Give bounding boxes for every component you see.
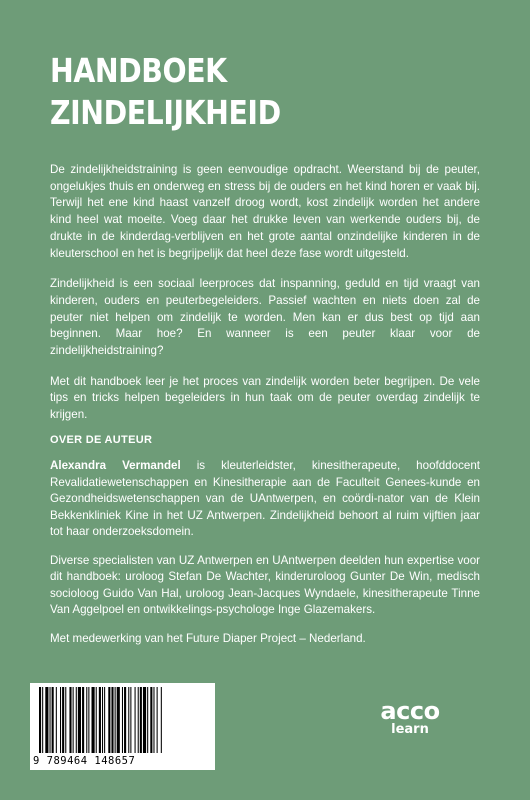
blurb: [50, 162, 480, 438]
author-section: [50, 458, 480, 659]
specialists-text: Diverse specialisten van UZ Antwerpen en UAntwerpen deelden hun expertise voor dit handboek: uroloog Stefan De Wachter, kinderuroloog Gunter De Win, medisch socioloog Guido Van Hal, uroloog Jean-Jacques Wyndaele, kinesitherapeute Tinne Van Aggelpoel en ontwikkelings-psychologe Inge Glazemakers.: [50, 553, 480, 616]
author-name: Alexandra Vermandel: [50, 459, 181, 472]
author-heading: OVER DE AUTEUR: [50, 434, 153, 446]
logo-line-1: acco: [380, 697, 440, 725]
title-line-1: HANDBOEK: [50, 51, 227, 90]
logo-line-2: learn: [391, 722, 429, 737]
title-line-2: ZINDELIJKHEID: [50, 93, 281, 132]
blurb-paragraph-2: Zindelijkheid is een sociaal leerproces dat inspanning, geduld en tijd vraagt van kinderen, ouders en peuterbegeleiders. Passief wachten en niets doen zal de peuter niet helpen om zindelijk te worden. Men kan er dus best op tijd aan beginnen. Maar hoe? En wanneer is een peuter klaar voor de zindelijkheidstraining?: [50, 277, 480, 358]
author-bio: [50, 458, 480, 541]
barcode: [30, 683, 215, 770]
book-title: [50, 50, 281, 134]
barcode-bars: [33, 687, 212, 753]
publisher-logo: [374, 699, 446, 737]
blurb-paragraph-3: Met dit handboek leer je het proces van zindelijk worden beter begrijpen. De vele tips en tricks helpen begeleiders in hun taak om de peuter overdag zindelijk te krijgen.: [50, 374, 480, 422]
blurb-paragraph-1: De zindelijkheidstraining is geen eenvoudige opdracht. Weerstand bij de peuter, ongelukjes thuis en onderweg en stress bij de ouders en het kind horen er vaak bij. Terwijl het ene kind haast vanzelf droog wordt, kost zindelijk worden het andere kind heel wat moeite. Voeg daar het drukke leven van werkende ouders bij, de drukte in de kinderdag-verblijven en het grote aantal onzindelijke kinderen in de kleuterschool en het is begrijpelijk dat heel deze fase wordt uitgesteld.: [50, 163, 480, 260]
author-bio-text: is kleuterleidster, kinesitherapeute, hoofddocent Revalidatiewetenschappen en Kinesitherapie aan de Faculteit Genees-kunde en Gezondheidswetenschappen van de UAntwerpen, en coördi-nator van de Klein Bekkenkliniek Kine in het UZ Antwerpen. Zindelijkheid behoort al ruim vijftien jaar tot haar onderzoeksdomein.: [50, 459, 480, 538]
barcode-number: 9 789464 148657: [33, 755, 136, 767]
cooperation-text: Met medewerking van het Future Diaper Project – Nederland.: [50, 631, 366, 645]
